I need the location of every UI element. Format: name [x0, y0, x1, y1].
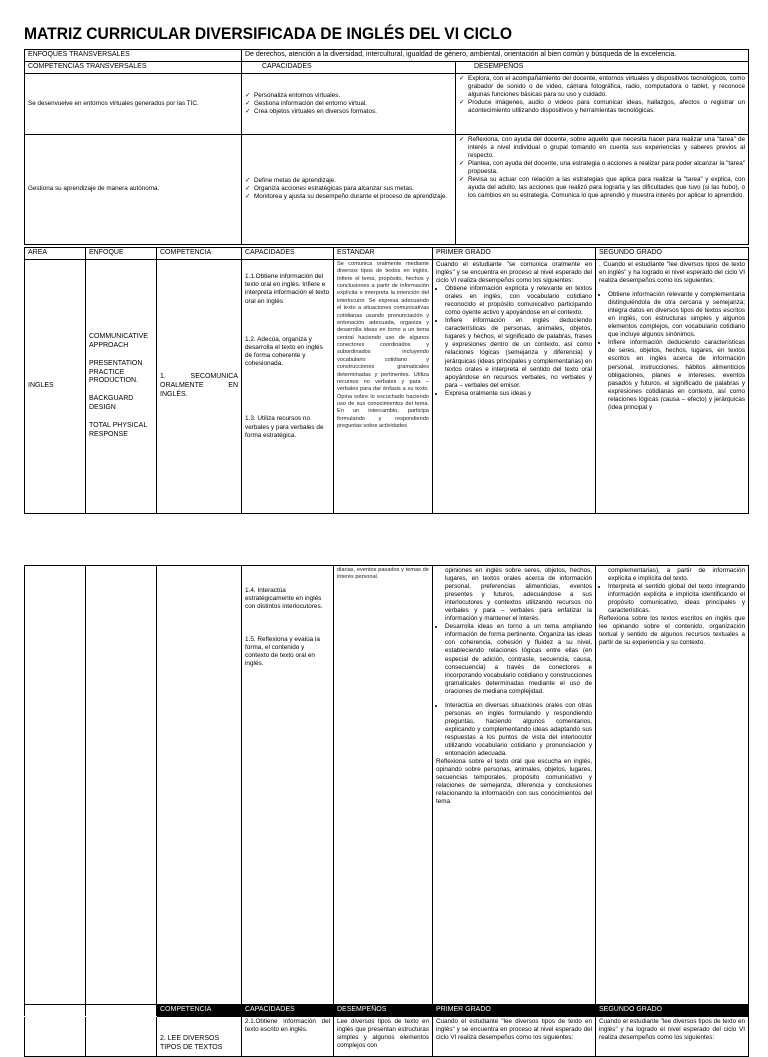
capacidad-item: ✓ Organiza acciones estratégicas para alcanzar sus metas. — [245, 185, 452, 193]
desempeno-2-cell: Lee diversos tipos de texto en inglés que presentan estructuras simples y algunos elementos complejos con — [334, 1016, 433, 1056]
enfoque-item: COMMUNICATIVE APPROACH — [89, 332, 148, 349]
segundo-grado-cont: complementarias), a partir de información explícita e implícita del texto. — [608, 567, 745, 583]
capacidad-2-1: 2.1.Obtiene información del texto escrito en inglés. — [242, 1016, 334, 1056]
header-competencia: COMPETENCIA — [157, 248, 242, 260]
enfoques-transversales-text: De derechos, atención a la diversidad, intercultural, igualdad de género, ambiental, orientación al bien común y búsqueda de la excelencia. — [242, 50, 749, 62]
capacidad-item: ✓ Define metas de aprendizaje. — [245, 177, 452, 185]
desempeno-item: • Obtiene información relevante y complementaria distinguiéndola de otra cercana y semejanza; integra datos en diversos tipos de textos escritos en inglés, con estructuras simples y algunos elementos complejos, con vocabulario cotidiano que incluye algunos sinónimos. — [608, 291, 745, 339]
competencia-cell-continued — [157, 566, 242, 1007]
competencia-1-cell: 1. SECOMUNICA ORALMENTE EN INGLÉS. — [157, 259, 242, 513]
primer-grado-intro: Cuando el estudiante "se comunica oralmente en inglés" y se encuentra en proceso al nivel esperado del ciclo VI realiza desempeños como los siguientes: — [436, 260, 592, 285]
transversal-competencia-1: Se desenvuelve en entornos virtuales generados por las TIC. — [25, 73, 242, 134]
capacidad-item: ✓ Monitorea y ajusta su desempeño durante el proceso de aprendizaje. — [245, 193, 452, 201]
desempeno-item: ✓ Reflexiona, con ayuda del docente, sobre aquello que necesita hacer para realizar una "tarea" de interés a nivel individual o grupal tomando en cuenta sus experiencias y saberes previos al respecto. — [459, 136, 745, 160]
header-competencia-2: COMPETENCIA — [157, 1005, 242, 1017]
enfoque-item: TOTAL PHYSICAL RESPONSE — [89, 422, 147, 439]
desempeno-item: ✓ Plantea, con ayuda del docente, una estrategia o acciones a realizar para poder alcanzar la "tarea" propuesta. — [459, 160, 745, 176]
capacidad-1-3: 1.3. Utiliza recursos no verbales y para verbales de forma estratégica. — [245, 415, 324, 439]
desempeno-item: • Interpreta el sentido global del texto integrando información explícita e implícita identificando el propósito comunicativo, ideas principales y características. — [608, 583, 745, 615]
primer-grado-1-cell — [433, 259, 596, 513]
header-desempenos-2: DESEMPEÑOS — [334, 1005, 433, 1017]
blank-cell — [25, 1005, 86, 1017]
estandar-1-cell: Se comunica oralmente mediante diversos tipos de textos en inglés. Infiere el tema, propósito, hechos y conclusiones a partir de información explícita e interpreta la intención del interlocutor. Se expresa adecuando el texto a situaciones comunicativas cotidianas usando pronunciación y entonación adecuada, organiza y desarrolla ideas en torno a un tema central haciendo uso de algunos conectores coordinados y subordinados incluyendo vocabulario cotidiano y construcciones gramaticales determinadas y pertinentes. Utiliza recursos no verbales y para – verbales para dar énfasis a su texto. Opina sobre lo escuchado haciendo uso de sus conocimientos del tema. En un intercambio, participa formulando y respondiendo preguntas sobre actividades — [334, 259, 433, 513]
segundo-grado-2-cell: Cuando el estudiante "lee diversos tipos de texto en inglés" y ha logrado el nivel esperado del ciclo VI realiza desempeños como los siguientes: — [596, 1016, 749, 1056]
desempeno-item: ✓ Produce imágenes, audio o videos para comunicar ideas, hallazgos, afectos o registrar un acontecimiento utilizando dispositivos y herramientas tecnológicas. — [459, 99, 745, 115]
desempeno-item: • Obtiene información explícita y relevante en textos orales en inglés, con vocabulario cotidiano reconocido el propósito comunicativo participando como oyente activo y apoyándose en el contexto. — [445, 285, 592, 317]
blank-cell — [86, 1005, 157, 1017]
capacidad-item: ✓ Gestiona información del entorno virtual. — [245, 100, 452, 108]
competencia-2-cell: 2. LEE DIVERSOS TIPOS DE TEXTOS — [157, 1016, 242, 1056]
desempeno-item: • Expresa oralmente sus ideas y — [445, 390, 592, 398]
segundo-grado-intro: . Cuando el estudiante "lee diversos tipos de texto en inglés" y ha logrado el nivel esperado del ciclo VI realiza desempeños como los siguientes: — [599, 260, 745, 285]
transversal-capacidades-1 — [242, 73, 456, 134]
capacidad-1-4: 1.4. Interactúa estratégicamente en inglés con distintos interlocutores. — [245, 587, 323, 611]
segundo-grado-reflexiona: Reflexiona sobre los textos escritos en inglés que lee opinando sobre el contenido, organización textual y sentido de algunos recursos textuales a partir de su experiencia y su contexto. — [599, 615, 745, 647]
enfoque-cell-2 — [86, 1016, 157, 1056]
desempeno-item: • Infiere información deduciendo características de seres, objetos, hechos, lugares, en textos escritos en inglés acerca de información personal, instrucciones, hábitos alimenticios obligaciones, planes e intereses, eventos pasados y futuros, el significado de palabras y expresiones cotidianas en contexto, así como relaciones lógicas (causa – efecto) y jerárquicas (idea principal y — [608, 339, 745, 411]
capacidad-item: ✓ Crea objetos virtuales en diversos formatos. — [245, 108, 452, 116]
transversal-desempenos-2 — [456, 134, 749, 244]
capacidad-1-1: 1.1.Obtiene información del texto oral en inglés. Infiere e interpreta información el texto oral en inglés — [245, 272, 330, 305]
enfoques-transversales-label: ENFOQUES TRANSVERSALES — [25, 50, 242, 62]
competencia-2-table — [24, 1004, 749, 1057]
header-primer-grado-2: PRIMER GRADO — [433, 1005, 596, 1017]
capacidades-header: CAPACIDADES — [242, 61, 456, 73]
enfoque-item: PRESENTATION PRACTICE PRODUCTION. — [89, 359, 143, 385]
enfoque-cell-continued — [86, 566, 157, 1007]
capacidad-1-5: 1.5. Reflexiona y evalúa la forma, el contenido y contexto de texto oral en inglés. — [245, 635, 320, 668]
header-estandar: ESTANDAR — [334, 248, 433, 260]
desempeno-item: ✓ Explora, con el acompañamiento del docente, entornos virtuales y dispositivos tecnológicos, como grabador de sonido o de video, cámara fotográfica, radio, computadora o tablet, y reconoce algunas funciones básicas para su uso y cuidado. — [459, 75, 745, 99]
transversal-desempenos-1 — [456, 73, 749, 134]
primer-grado-cont: opiniones en inglés sobre seres, objetos, hechos, lugares, en textos orales acerca de información personal, preferencias alimenticias, eventos presentes y futuros, adecuándose a sus interlocutores y contextos utilizando recursos no verbales y para – verbales para enfatizar la información y mantener el interés. — [445, 567, 592, 623]
header-area: AREA — [25, 248, 86, 260]
matrix-table — [24, 247, 749, 514]
desempeno-item: • Interactúa en diversas situaciones orales con otras personas en inglés formulando y respondiendo preguntas, haciendo algunos comentarios, explicando y complementando ideas adaptando sus respuestas a los puntos de vista del interlocutor utilizando vocabulario cotidiano y pronunciación y entonación adecuada. — [445, 702, 592, 758]
area-cell-2 — [25, 1016, 86, 1056]
transversal-competencia-2: Gestiona su aprendizaje de manera autónoma. — [25, 134, 242, 244]
primer-grado-1-continued — [433, 566, 596, 1007]
estandar-1-continued: diarias, eventos pasados y temas de interés personal. — [334, 566, 433, 1007]
enfoque-item: BACKGUARD DESIGN — [89, 395, 134, 412]
segundo-grado-1-cell — [596, 259, 749, 513]
header-primer-grado: PRIMER GRADO — [433, 248, 596, 260]
header-enfoque: ENFOQUE — [86, 248, 157, 260]
capacidades-1-cell — [242, 259, 334, 513]
segundo-grado-1-continued — [596, 566, 749, 1007]
page-1 — [0, 0, 768, 520]
transversal-capacidades-2 — [242, 134, 456, 244]
desempeno-item: • Desarrolla ideas en torno a un tema ampliando información de forma pertinente. Organiza las ideas con coherencia, cohesión y fluidez a su nivel, estableciendo relaciones lógicas entre ellas (en especial de adición, contraste, secuencia, causa, consecuencia) a través de conectores e incorporando vocabulario cotidiano y construcciones gramaticales determinadas mediante el uso de oraciones de mediana complejidad. — [445, 623, 592, 695]
area-cell: INGLES — [25, 259, 86, 513]
enfoque-cell — [86, 259, 157, 513]
primer-grado-2-cell: Cuando el estudiante "lee diversos tipos de texto en inglés" y se encuentra en proceso al nivel esperado del ciclo VI realiza desempeños como los siguientes: — [433, 1016, 596, 1056]
header-segundo-grado: SEGUNDO GRADO — [596, 248, 749, 260]
capacidad-1-2: 1.2. Adecúa, organiza y desarrolla el texto en inglés de forma coherente y cohesionada. — [245, 335, 323, 368]
desempeno-item: ✓ Revisa su actuar con relación a las estrategias que aplica para realizar la "tarea" y explica, con ayuda del adulto, las acciones que realizó para lograrla y las dificultades que tuvo (si las hubo), o los cambios en su estrategia. Comunica lo que aprendió y muestra interés por aplicar lo aprendido. — [459, 176, 745, 200]
matrix-table-continued — [24, 565, 749, 1007]
document-title: MATRIZ CURRICULAR DIVERSIFICADA DE INGLÉS DEL VI CICLO — [24, 24, 513, 43]
transversal-table — [24, 49, 749, 245]
header-capacidades-2: CAPACIDADES — [242, 1005, 334, 1017]
header-capacidades: CAPACIDADES — [242, 248, 334, 260]
desempeno-item: • Infiere información en inglés deduciendo características de personas, animales, objetos, lugares y hechos, el significado de palabras, frases y expresiones dentro de un contexto, así como relaciones lógicas (semejanza y diferencia) y jerárquicas (ideas principales y complementarias) en textos orales e interpreta el sentido del texto oral apoyándose en recursos verbales, no verbales y para – verbales del emisor. — [445, 317, 592, 389]
capacidades-1-continued — [242, 566, 334, 1007]
desempenos-header: DESEMPEÑOS — [456, 61, 749, 73]
header-segundo-grado-2: SEGUNDO GRADO — [596, 1005, 749, 1017]
area-cell-continued — [25, 566, 86, 1007]
page-2 — [0, 565, 768, 1051]
capacidad-item: ✓ Personaliza entornos virtuales. — [245, 92, 452, 100]
competencias-transversales-label: COMPETENCIAS TRANSVERSALES — [25, 61, 242, 73]
primer-grado-reflexiona: Reflexiona sobre el texto oral que escucha en inglés, opinando sobre personas, animales, objetos, lugares, secuencias temporales, propósito comunicativo y relaciones de semejanza, diferencia y conclusiones relacionando la información con sus conocimientos del tema. — [436, 758, 592, 806]
